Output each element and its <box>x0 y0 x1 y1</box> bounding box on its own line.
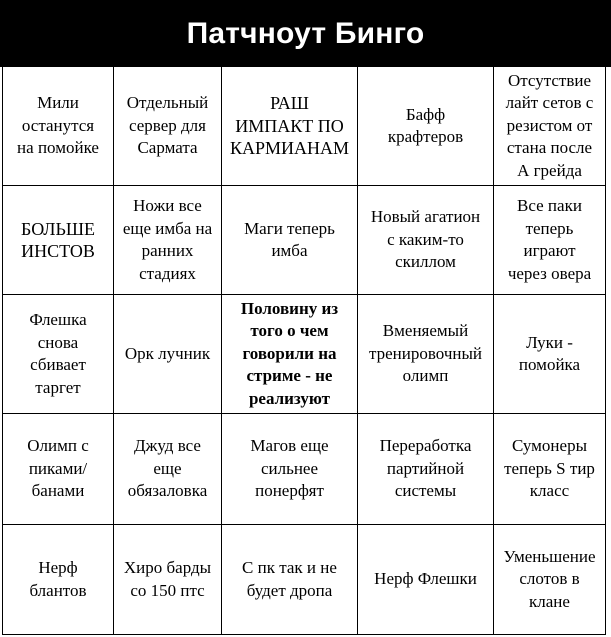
bingo-cell-r4c4: Переработка партийной системы <box>358 414 494 525</box>
bingo-cell-r2c1: БОЛЬШЕ ИНСТОВ <box>3 186 114 295</box>
bingo-cell-r5c4: Нерф Флешки <box>358 525 494 635</box>
bingo-cell-r4c5: Сумонеры теперь S тир класс <box>494 414 606 525</box>
bingo-cell-r3c2: Орк лучник <box>114 295 222 414</box>
bingo-cell-r1c1: Мили останутся на помойке <box>3 67 114 186</box>
bingo-cell-r5c3: С пк так и не будет дропа <box>222 525 358 635</box>
bingo-cell-r1c3: РАШ ИМПАКТ ПО КАРМИАНАМ <box>222 67 358 186</box>
bingo-grid <box>2 66 609 635</box>
bingo-cell-r1c2: Отдельный сервер для Сармата <box>114 67 222 186</box>
bingo-cell-r2c4: Новый агатион с каким-то скиллом <box>358 186 494 295</box>
bingo-cell-r4c1: Олимп с пиками/ банами <box>3 414 114 525</box>
bingo-cell-r1c4: Бафф крафтеров <box>358 67 494 186</box>
bingo-cell-r3c3: Половину из того о чем говорили на стриме - не реализуют <box>222 295 358 414</box>
bingo-cell-r3c4: Вменяемый тренировочный олимп <box>358 295 494 414</box>
bingo-cell-r3c1: Флешка снова сбивает таргет <box>3 295 114 414</box>
bingo-cell-r4c2: Джуд все еще обязаловка <box>114 414 222 525</box>
bingo-cell-r1c5: Отсутствие лайт сетов с резистом от стана после А грейда <box>494 67 606 186</box>
bingo-cell-r2c3: Маги теперь имба <box>222 186 358 295</box>
bingo-cell-r3c5: Луки - помойка <box>494 295 606 414</box>
bingo-cell-r5c5: Уменьшение слотов в клане <box>494 525 606 635</box>
bingo-cell-r2c2: Ножи все еще имба на ранних стадиях <box>114 186 222 295</box>
bingo-cell-r5c1: Нерф блантов <box>3 525 114 635</box>
bingo-cell-r4c3: Магов еще сильнее понерфят <box>222 414 358 525</box>
page-title: Патчноут Бинго <box>0 0 611 67</box>
bingo-cell-r2c5: Все паки теперь играют через овера <box>494 186 606 295</box>
bingo-cell-r5c2: Хиро барды со 150 птс <box>114 525 222 635</box>
